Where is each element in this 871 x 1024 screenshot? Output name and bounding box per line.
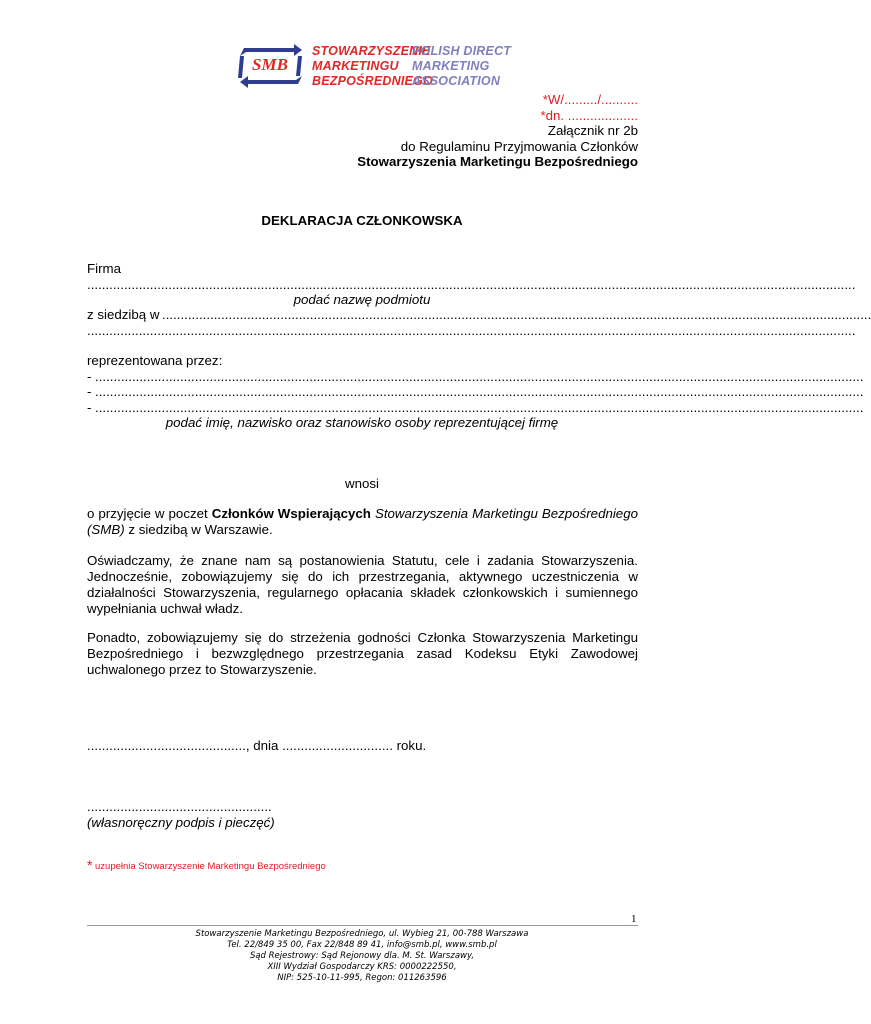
p1-supporting-members: Członków Wspierających	[211, 506, 371, 521]
representative-field-1[interactable]: ................................................................................................................................................................................................................	[95, 369, 864, 384]
submits-word: wnosi	[345, 476, 379, 491]
logo	[236, 42, 512, 90]
dash-2: -	[87, 384, 92, 399]
seat-label: z siedzibą w	[87, 307, 160, 322]
p1-association: Stowarzyszenia Marketingu Bezpośredniego (SMB)	[87, 506, 638, 537]
representative-field-2[interactable]: ................................................................................................................................................................................................................	[95, 384, 864, 399]
signature-line[interactable]: ..................................................	[87, 799, 272, 814]
representative-field-3[interactable]: ................................................................................................................................................................................................................	[95, 400, 864, 415]
page-title: DEKLARACJA CZŁONKOWSKA	[261, 213, 463, 228]
date-place-line[interactable]: ..........................................., dnia .............................. roku.	[87, 738, 427, 753]
footer-line-1: Stowarzyszenie Marketingu Bezpośredniego, ul. Wybieg 21, 00-788 Warszawa	[195, 929, 529, 939]
paragraph-declaration: Oświadczamy, że znane nam są postanowienia Statutu, cele i zadania Stowarzyszenia. Jednocześnie, zobowiązujemy się do ich przestrzegania, aktywnego uczestniczenia w działalności Stowarzyszenia, regularnego opłacania składek członkowskich i sumiennego wypełniania uchwał władz.	[87, 553, 638, 616]
footer-line-4: XIII Wydział Gospodarczy KRS: 0000222550,	[267, 962, 457, 972]
footnote-text: uzupełnia Stowarzyszenie Marketingu Bezpośredniego	[95, 861, 326, 872]
logo-pl-line-2: MARKETINGU	[312, 59, 399, 73]
firm-name-field[interactable]: ................................................................................................................................................................................................................	[87, 277, 856, 292]
footnote-star: *	[87, 857, 93, 873]
regulation-title: do Regulaminu Przyjmowania Członków	[400, 139, 638, 154]
logo-mark-text: SMB	[252, 55, 288, 74]
representative-hint: podać imię, nazwisko oraz stanowisko osoby reprezentującej firmę	[165, 415, 559, 430]
logo-en-line-1: POLISH DIRECT	[412, 44, 512, 58]
seat-field-line-2[interactable]: ................................................................................................................................................................................................................	[87, 323, 856, 338]
logo-pl-line-1: STOWARZYSZENIE	[312, 44, 431, 58]
signature-label: (własnoręczny podpis i pieczęć)	[87, 815, 275, 830]
footer-line-2: Tel. 22/849 35 00, Fax 22/848 89 41, info@smb.pl, www.smb.pl	[227, 940, 497, 950]
firm-name-hint: podać nazwę podmiotu	[293, 292, 431, 307]
paragraph-obligation: Ponadto, zobowiązujemy się do strzeżenia godności Członka Stowarzyszenia Marketingu Bezpośredniego i bezwzględnego przestrzegania zasad Kodeksu Etyki Zawodowej uchwalonego przez to Stowarzyszenie.	[87, 630, 638, 677]
logo-pl-line-3: BEZPOŚREDNIEGO	[312, 74, 433, 88]
logo-en-line-3: ASSOCIATION	[412, 74, 501, 88]
attachment-number: Załącznik nr 2b	[547, 123, 638, 138]
footer-line-5: NIP: 525-10-11-995, Regon: 011263596	[277, 973, 447, 983]
seat-field[interactable]: ................................................................................................................................................................................................	[162, 307, 871, 322]
footer-divider	[87, 925, 638, 926]
represented-label: reprezentowana przez:	[87, 353, 223, 368]
footer-line-3: Sąd Rejestrowy: Sąd Rejonowy dla. M. St. Warszawy,	[249, 951, 475, 961]
association-name: Stowarzyszenia Marketingu Bezpośredniego	[357, 154, 638, 169]
page-number: 1	[631, 913, 637, 925]
firm-label: Firma	[87, 261, 121, 276]
p1-text-a: o przyjęcie w poczet	[87, 506, 212, 521]
paragraph-membership-request	[87, 506, 638, 538]
logo-en-line-2: MARKETING	[412, 59, 490, 73]
p1-text-d: z siedzibą w Warszawie.	[124, 522, 273, 537]
ref-dn: *dn. ...................	[540, 108, 638, 123]
dash-3: -	[87, 400, 92, 415]
logo-english-name	[412, 44, 511, 89]
dash-1: -	[87, 369, 92, 384]
ref-w: *W/........./..........	[542, 92, 638, 107]
